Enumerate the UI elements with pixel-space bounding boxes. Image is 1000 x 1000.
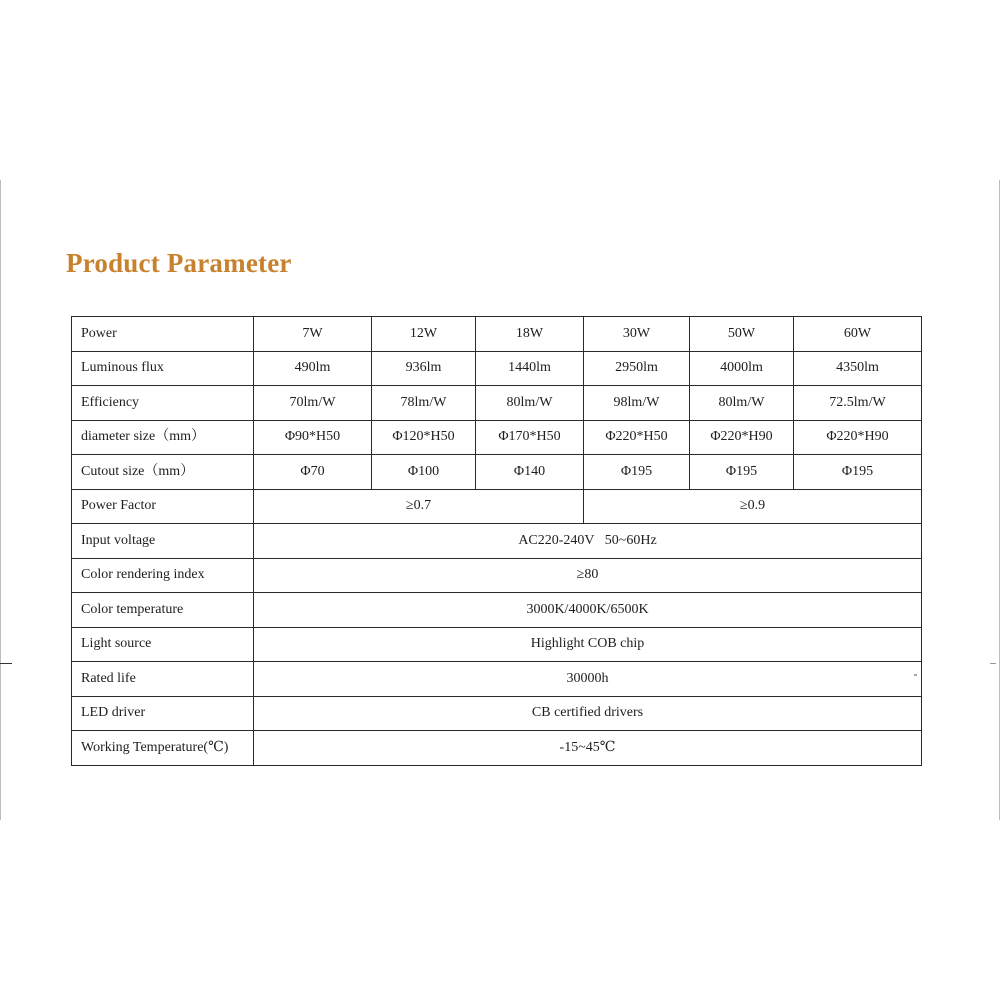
table-cell: Φ170*H50 [476, 420, 584, 455]
table-cell: ≥0.9 [584, 489, 922, 524]
row-label: diameter size（mm） [72, 420, 254, 455]
table-cell: 80lm/W [690, 386, 794, 421]
table-cell: 30W [584, 317, 690, 352]
table-cell: Φ220*H90 [690, 420, 794, 455]
table-cell: AC220-240V 50~60Hz [254, 524, 922, 559]
table-cell: 4350lm [794, 351, 922, 386]
table-row-luminous-flux [72, 351, 922, 386]
table-cell: 936lm [372, 351, 476, 386]
table-row-light-source [72, 627, 922, 662]
table-row-power [72, 317, 922, 352]
table-cell: 3000K/4000K/6500K [254, 593, 922, 628]
table-cell: Φ90*H50 [254, 420, 372, 455]
row-label: Power Factor [72, 489, 254, 524]
row-label: Power [72, 317, 254, 352]
table-row-rated-life [72, 662, 922, 697]
table-row-power-factor [72, 489, 922, 524]
row-label: Light source [72, 627, 254, 662]
table-cell: 490lm [254, 351, 372, 386]
table-cell: 18W [476, 317, 584, 352]
table-cell: Φ195 [794, 455, 922, 490]
table-cell: 30000h [254, 662, 922, 697]
table-cell: Highlight COB chip [254, 627, 922, 662]
table-cell: 72.5lm/W [794, 386, 922, 421]
row-label: Input voltage [72, 524, 254, 559]
table-row-cutout-size [72, 455, 922, 490]
row-label: Cutout size（mm） [72, 455, 254, 490]
table-cell: 4000lm [690, 351, 794, 386]
table-row-working-temperature [72, 731, 922, 766]
table-cell: Φ120*H50 [372, 420, 476, 455]
table-cell: 50W [690, 317, 794, 352]
table-cell: 2950lm [584, 351, 690, 386]
table-cell: Φ70 [254, 455, 372, 490]
table-cell: Φ100 [372, 455, 476, 490]
table-cell: ≥0.7 [254, 489, 584, 524]
row-label: Color rendering index [72, 558, 254, 593]
right-tick-mark [990, 663, 996, 664]
row-label: Efficiency [72, 386, 254, 421]
row-label: Color temperature [72, 593, 254, 628]
left-edge-line [0, 180, 1, 820]
table-cell: 98lm/W [584, 386, 690, 421]
table-cell: 70lm/W [254, 386, 372, 421]
table-cell: Φ195 [690, 455, 794, 490]
table-row-diameter-size [72, 420, 922, 455]
product-parameter-table [71, 316, 922, 766]
table-cell: Φ195 [584, 455, 690, 490]
table-cell: 78lm/W [372, 386, 476, 421]
left-tick-mark [0, 663, 12, 664]
table-cell: 80lm/W [476, 386, 584, 421]
table-row-color-rendering-index [72, 558, 922, 593]
table-cell: 7W [254, 317, 372, 352]
row-label: LED driver [72, 696, 254, 731]
row-label: Luminous flux [72, 351, 254, 386]
row-label: Rated life [72, 662, 254, 697]
table-cell: CB certified drivers [254, 696, 922, 731]
row-label: Working Temperature(℃) [72, 731, 254, 766]
table-cell: -15~45℃ [254, 731, 922, 766]
table-row-input-voltage [72, 524, 922, 559]
table-row-led-driver [72, 696, 922, 731]
table-row-efficiency [72, 386, 922, 421]
table-cell: 1440lm [476, 351, 584, 386]
table-cell: Φ220*H50 [584, 420, 690, 455]
table-cell: 60W [794, 317, 922, 352]
page-title: Product Parameter [66, 248, 292, 278]
table-row-color-temperature [72, 593, 922, 628]
table-cell: Φ140 [476, 455, 584, 490]
table-cell: 12W [372, 317, 476, 352]
table-cell: Φ220*H90 [794, 420, 922, 455]
table-cell: ≥80 [254, 558, 922, 593]
